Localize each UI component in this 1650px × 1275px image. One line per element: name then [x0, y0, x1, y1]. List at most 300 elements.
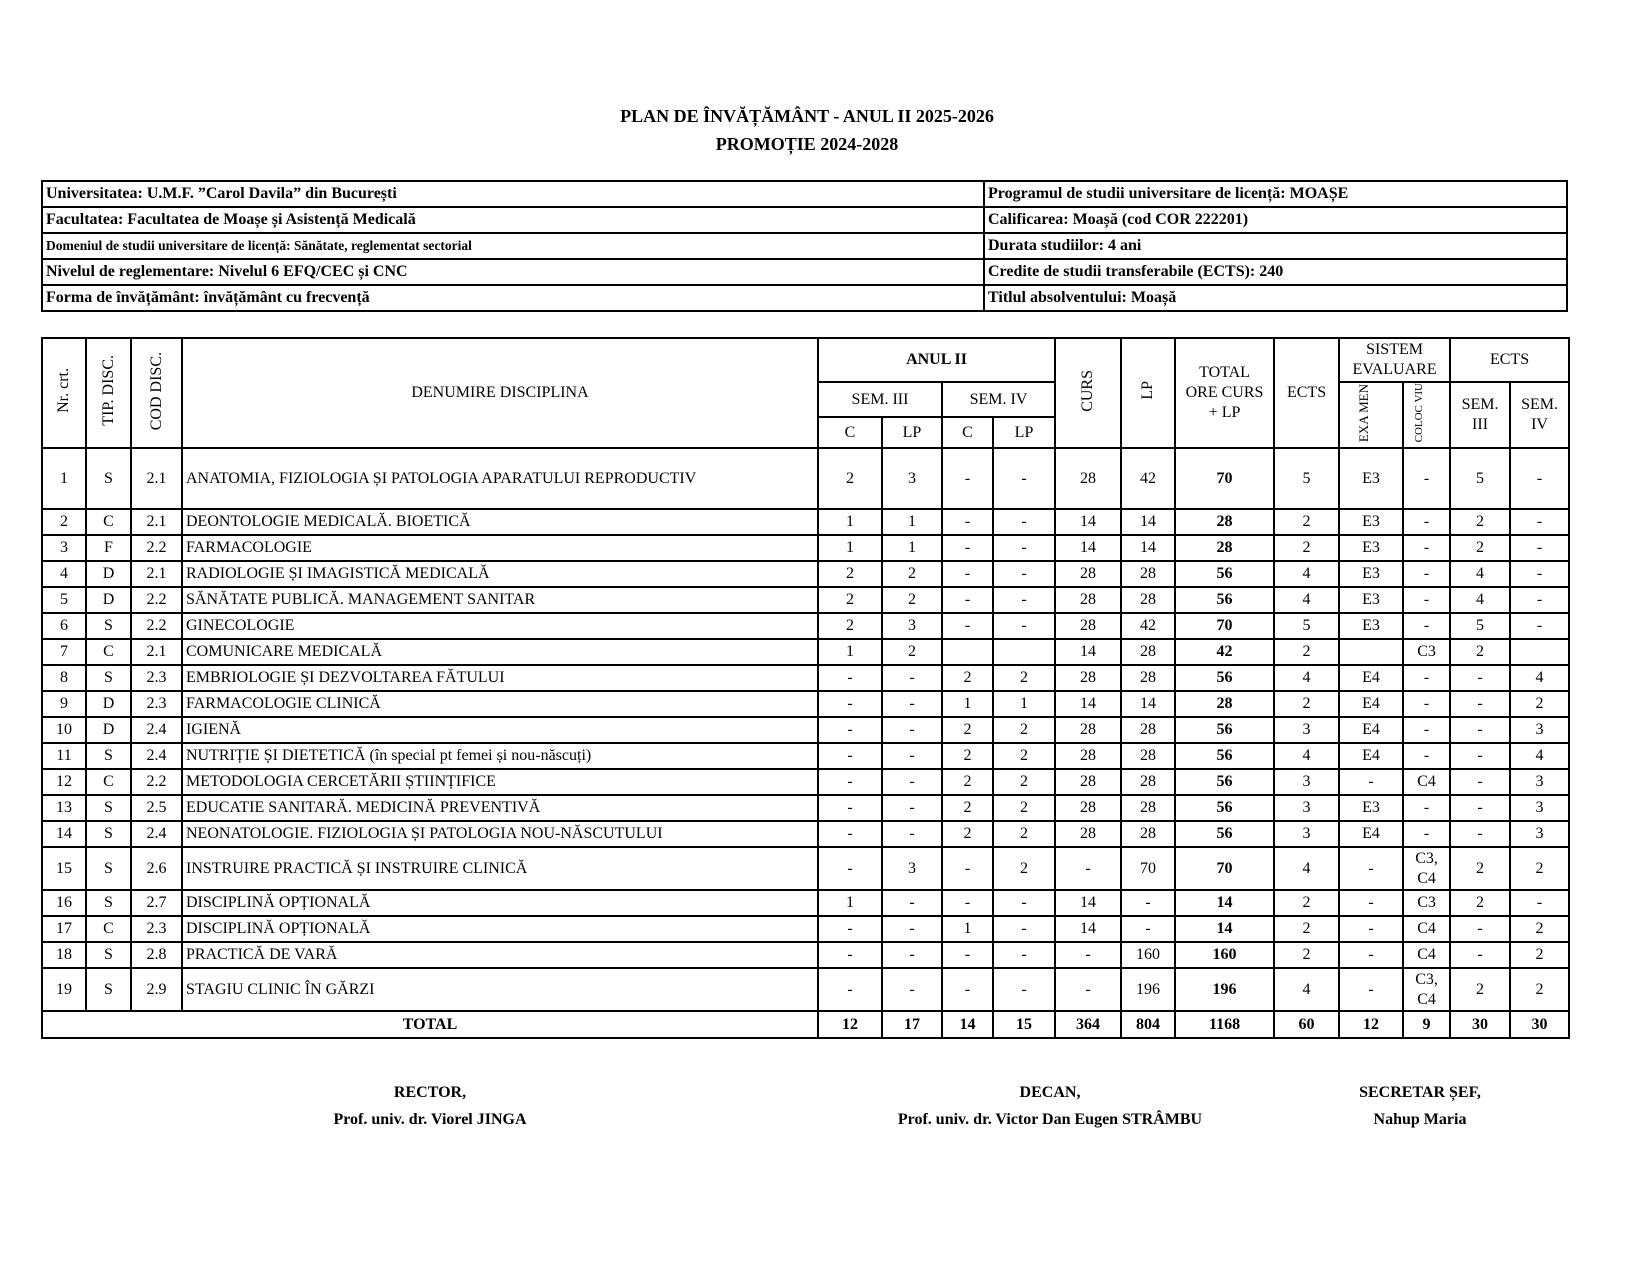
cell-cod: 2.1: [131, 639, 182, 665]
cell-ects: 2: [1274, 639, 1339, 665]
cell-colocviu: -: [1403, 561, 1450, 587]
header-lp-total: LP: [1121, 338, 1175, 448]
header-denumire: DENUMIRE DISCIPLINA: [182, 338, 818, 448]
cell-colocviu: -: [1403, 613, 1450, 639]
cell-ects: 3: [1274, 821, 1339, 847]
cell-s4lp: 2: [993, 743, 1055, 769]
secretar-title: SECRETAR ȘEF,: [1359, 1084, 1481, 1101]
cell-s3c: 1: [818, 509, 882, 535]
cell-nr: 13: [42, 795, 86, 821]
cell-cod: 2.8: [131, 942, 182, 968]
cell-lp: 28: [1121, 821, 1175, 847]
cell-total: 28: [1175, 691, 1274, 717]
cell-e4: -: [1510, 509, 1569, 535]
cell-cod: 2.1: [131, 509, 182, 535]
info-left-cell: Nivelul de reglementare: Nivelul 6 EFQ/CEC și CNC: [42, 259, 984, 285]
cell-cod: 2.1: [131, 561, 182, 587]
cell-cod: 2.4: [131, 717, 182, 743]
cell-name: GINECOLOGIE: [182, 613, 818, 639]
cell-s3c: 1: [818, 535, 882, 561]
cell-e4: 3: [1510, 795, 1569, 821]
document-subtitle: PROMOȚIE 2024-2028: [715, 134, 899, 154]
cell-colocviu: -: [1403, 717, 1450, 743]
cell-tip: C: [86, 509, 131, 535]
cell-name: FARMACOLOGIE: [182, 535, 818, 561]
cell-ects: 4: [1274, 743, 1339, 769]
cell-lp: 28: [1121, 743, 1175, 769]
cell-lp: 70: [1121, 847, 1175, 890]
cell-ects: 3: [1274, 795, 1339, 821]
cell-s3lp: -: [882, 795, 942, 821]
cell-s3c: 2: [818, 561, 882, 587]
cell-ects: 3: [1274, 717, 1339, 743]
header-sem3: SEM. III: [818, 382, 942, 417]
cell-colocviu: C3: [1403, 890, 1450, 916]
cell-s3c: 1: [818, 639, 882, 665]
cell-total: 56: [1175, 561, 1274, 587]
cell-examen: -: [1339, 847, 1403, 890]
info-right-cell: Programul de studii universitare de licență: MOAȘE: [984, 181, 1567, 207]
cell-examen: [1339, 639, 1403, 665]
cell-e3: 2: [1450, 509, 1510, 535]
cell-name: NEONATOLOGIE. FIZIOLOGIA ȘI PATOLOGIA NOU-NĂSCUTULUI: [182, 821, 818, 847]
table-row: [42, 821, 1569, 847]
cell-s4lp: 2: [993, 795, 1055, 821]
cell-e4: -: [1510, 561, 1569, 587]
cell-colocviu: -: [1403, 821, 1450, 847]
cell-tip: D: [86, 717, 131, 743]
cell-nr: 19: [42, 968, 86, 1011]
cell-s3c: -: [818, 717, 882, 743]
cell-s3c: 1: [818, 890, 882, 916]
cell-e3: 2: [1450, 968, 1510, 1011]
cell-s4lp: [993, 639, 1055, 665]
cell-s3lp: -: [882, 890, 942, 916]
cell-e4: 2: [1510, 942, 1569, 968]
cell-curs: 28: [1055, 587, 1121, 613]
info-row: [42, 233, 1567, 259]
cell-lp: 28: [1121, 769, 1175, 795]
cell-cod: 2.9: [131, 968, 182, 1011]
cell-tip: S: [86, 448, 131, 509]
cell-e3: 4: [1450, 561, 1510, 587]
cell-colocviu: C4: [1403, 769, 1450, 795]
cell-total: 56: [1175, 587, 1274, 613]
cell-e4: [1510, 639, 1569, 665]
cell-tip: D: [86, 587, 131, 613]
cell-examen: E3: [1339, 795, 1403, 821]
cell-s3c: -: [818, 795, 882, 821]
cell-ects: 4: [1274, 587, 1339, 613]
cell-tip: D: [86, 691, 131, 717]
cell-s4lp: -: [993, 587, 1055, 613]
cell-ects: 3: [1274, 769, 1339, 795]
cell-s3lp: -: [882, 769, 942, 795]
info-right-cell: Titlul absolventului: Moașă: [984, 285, 1567, 311]
info-row: [42, 181, 1567, 207]
cell-curs: 28: [1055, 613, 1121, 639]
cell-nr: 1: [42, 448, 86, 509]
cell-colocviu: C3: [1403, 639, 1450, 665]
cell-e3: -: [1450, 916, 1510, 942]
cell-cod: 2.3: [131, 665, 182, 691]
cell-nr: 5: [42, 587, 86, 613]
cell-nr: 17: [42, 916, 86, 942]
cell-total: 28: [1175, 509, 1274, 535]
cell-curs: 14: [1055, 535, 1121, 561]
table-row: [42, 448, 1569, 509]
cell-e4: -: [1510, 890, 1569, 916]
rector-title: RECTOR,: [393, 1084, 467, 1101]
table-row: [42, 916, 1569, 942]
cell-nr: 7: [42, 639, 86, 665]
cell-s3lp: 2: [882, 587, 942, 613]
cell-curs: 14: [1055, 691, 1121, 717]
cell-s4c: 1: [942, 691, 993, 717]
cell-s3lp: -: [882, 821, 942, 847]
cell-name: COMUNICARE MEDICALĂ: [182, 639, 818, 665]
cell-s3lp: -: [882, 665, 942, 691]
cell-e4: 2: [1510, 847, 1569, 890]
header-sem4: SEM. IV: [942, 382, 1055, 417]
cell-total: 28: [1175, 535, 1274, 561]
cell-examen: -: [1339, 890, 1403, 916]
cell-ects: 4: [1274, 561, 1339, 587]
cell-cod: 2.3: [131, 916, 182, 942]
cell-examen: E4: [1339, 691, 1403, 717]
cell-examen: E3: [1339, 535, 1403, 561]
cell-s3lp: -: [882, 743, 942, 769]
cell-s3c: -: [818, 916, 882, 942]
cell-curs: 28: [1055, 717, 1121, 743]
header-sem3-lp: LP: [882, 417, 942, 448]
cell-s3c: -: [818, 847, 882, 890]
cell-name: EMBRIOLOGIE ȘI DEZVOLTAREA FĂTULUI: [182, 665, 818, 691]
cell-total: 70: [1175, 448, 1274, 509]
cell-s3c: -: [818, 743, 882, 769]
cell-colocviu: [1403, 968, 1450, 1011]
cell-cod: 2.6: [131, 847, 182, 890]
cell-colocviu: -: [1403, 535, 1450, 561]
cell-name: RADIOLOGIE ȘI IMAGISTICĂ MEDICALĂ: [182, 561, 818, 587]
cell-examen: E4: [1339, 717, 1403, 743]
cell-s4c: -: [942, 448, 993, 509]
cell-colocviu: -: [1403, 665, 1450, 691]
cell-s3lp: 1: [882, 509, 942, 535]
cell-examen: -: [1339, 916, 1403, 942]
cell-s4lp: -: [993, 448, 1055, 509]
cell-total: 56: [1175, 665, 1274, 691]
cell-tip: S: [86, 890, 131, 916]
cell-ects: 4: [1274, 847, 1339, 890]
total-s3lp: 17: [882, 1011, 942, 1038]
cell-name: NUTRIȚIE ȘI DIETETICĂ (în special pt femei și nou-născuți): [182, 743, 818, 769]
cell-s4c: 2: [942, 821, 993, 847]
cell-e3: 2: [1450, 535, 1510, 561]
cell-total: 56: [1175, 769, 1274, 795]
cell-s3lp: -: [882, 942, 942, 968]
cell-tip: S: [86, 847, 131, 890]
table-row: [42, 942, 1569, 968]
cell-e4: -: [1510, 448, 1569, 509]
cell-total: 56: [1175, 821, 1274, 847]
cell-s3c: 2: [818, 587, 882, 613]
table-row: [42, 717, 1569, 743]
cell-lp: 28: [1121, 795, 1175, 821]
table-row: [42, 795, 1569, 821]
cell-ects: 2: [1274, 691, 1339, 717]
table-row: [42, 847, 1569, 890]
cell-s4lp: -: [993, 968, 1055, 1011]
cell-total: 160: [1175, 942, 1274, 968]
cell-lp: 28: [1121, 717, 1175, 743]
cell-s4c: -: [942, 613, 993, 639]
cell-s3c: -: [818, 942, 882, 968]
cell-e3: -: [1450, 769, 1510, 795]
table-row: [42, 561, 1569, 587]
cell-s4lp: 2: [993, 717, 1055, 743]
cell-nr: 14: [42, 821, 86, 847]
cell-cod: 2.3: [131, 691, 182, 717]
cell-nr: 16: [42, 890, 86, 916]
table-row: [42, 691, 1569, 717]
cell-s4lp: 1: [993, 691, 1055, 717]
table-row: [42, 613, 1569, 639]
cell-cod: 2.4: [131, 821, 182, 847]
cell-e4: 4: [1510, 665, 1569, 691]
table-row: [42, 535, 1569, 561]
cell-curs: -: [1055, 968, 1121, 1011]
cell-ects: 5: [1274, 448, 1339, 509]
cell-tip: F: [86, 535, 131, 561]
cell-e4: -: [1510, 535, 1569, 561]
cell-e3: -: [1450, 691, 1510, 717]
cell-e3: -: [1450, 795, 1510, 821]
cell-curs: 28: [1055, 448, 1121, 509]
table-row: [42, 587, 1569, 613]
cell-e3: -: [1450, 665, 1510, 691]
total-row: [42, 1011, 1569, 1038]
cell-s3lp: -: [882, 691, 942, 717]
cell-ects: 5: [1274, 613, 1339, 639]
info-left-cell: Universitatea: U.M.F. ”Carol Davila” din București: [42, 181, 984, 207]
info-row: [42, 259, 1567, 285]
cell-e3: 2: [1450, 639, 1510, 665]
cell-s4c: 2: [942, 795, 993, 821]
cell-s4c: -: [942, 587, 993, 613]
cell-s3c: -: [818, 691, 882, 717]
cell-e4: 2: [1510, 691, 1569, 717]
header-tip: TIP. DISC.: [86, 338, 131, 448]
curriculum-table: [41, 337, 1570, 1039]
program-info-table: [41, 180, 1568, 312]
cell-tip: C: [86, 769, 131, 795]
cell-examen: E3: [1339, 509, 1403, 535]
cell-tip: S: [86, 743, 131, 769]
cell-e4: -: [1510, 587, 1569, 613]
cell-ects: 4: [1274, 968, 1339, 1011]
cell-e3: 2: [1450, 847, 1510, 890]
cell-cod: 2.5: [131, 795, 182, 821]
info-row: [42, 207, 1567, 233]
cell-s4lp: 2: [993, 847, 1055, 890]
header-colocviu: COLOC VIU: [1403, 382, 1450, 448]
cell-s4c: [942, 639, 993, 665]
cell-e4: -: [1510, 613, 1569, 639]
cell-s3c: -: [818, 821, 882, 847]
cell-cod: 2.2: [131, 535, 182, 561]
cell-ects: 2: [1274, 916, 1339, 942]
total-e3: 30: [1450, 1011, 1510, 1038]
cell-curs: 28: [1055, 561, 1121, 587]
cell-colocviu: -: [1403, 509, 1450, 535]
cell-curs: -: [1055, 847, 1121, 890]
table-row: [42, 890, 1569, 916]
cell-s4lp: -: [993, 509, 1055, 535]
cell-s4lp: 2: [993, 665, 1055, 691]
header-ects-sem3: SEM. III: [1450, 382, 1510, 448]
cell-cod: 2.7: [131, 890, 182, 916]
cell-e4: 3: [1510, 769, 1569, 795]
cell-name: SĂNĂTATE PUBLICĂ. MANAGEMENT SANITAR: [182, 587, 818, 613]
total-curs: 364: [1055, 1011, 1121, 1038]
cell-name: STAGIU CLINIC ÎN GĂRZI: [182, 968, 818, 1011]
cell-lp: -: [1121, 916, 1175, 942]
cell-s3c: -: [818, 665, 882, 691]
cell-s3lp: 1: [882, 535, 942, 561]
cell-s4c: -: [942, 561, 993, 587]
cell-ects: 4: [1274, 665, 1339, 691]
cell-tip: C: [86, 639, 131, 665]
header-sem4-c: C: [942, 417, 993, 448]
total-e4: 30: [1510, 1011, 1569, 1038]
total-s3c: 12: [818, 1011, 882, 1038]
cell-tip: S: [86, 613, 131, 639]
colocviu-part: C4: [1417, 990, 1436, 1008]
cell-s4c: -: [942, 890, 993, 916]
cell-cod: 2.2: [131, 613, 182, 639]
colocviu-part: C3,: [1415, 849, 1438, 867]
cell-curs: 14: [1055, 916, 1121, 942]
cell-ects: 2: [1274, 942, 1339, 968]
cell-nr: 6: [42, 613, 86, 639]
cell-nr: 12: [42, 769, 86, 795]
cell-lp: 28: [1121, 665, 1175, 691]
cell-total: 14: [1175, 916, 1274, 942]
cell-ects: 2: [1274, 535, 1339, 561]
cell-e3: -: [1450, 717, 1510, 743]
cell-s3c: -: [818, 968, 882, 1011]
decan-title: DECAN,: [1019, 1084, 1081, 1101]
cell-total: 70: [1175, 613, 1274, 639]
cell-nr: 18: [42, 942, 86, 968]
cell-curs: 28: [1055, 795, 1121, 821]
cell-examen: -: [1339, 942, 1403, 968]
header-sistem-evaluare: SISTEM EVALUARE: [1339, 338, 1450, 382]
cell-cod: 2.2: [131, 769, 182, 795]
cell-curs: 14: [1055, 639, 1121, 665]
cell-s4lp: -: [993, 916, 1055, 942]
header-nr: Nr. crt.: [42, 338, 86, 448]
cell-s3lp: 3: [882, 847, 942, 890]
cell-e3: 2: [1450, 890, 1510, 916]
total-examen: 12: [1339, 1011, 1403, 1038]
cell-s4c: -: [942, 509, 993, 535]
decan-name: Prof. univ. dr. Victor Dan Eugen STRÂMBU: [897, 1111, 1203, 1128]
total-s4c: 14: [942, 1011, 993, 1038]
cell-nr: 11: [42, 743, 86, 769]
table-row: [42, 665, 1569, 691]
cell-total: 56: [1175, 743, 1274, 769]
document-title: PLAN DE ÎNVĂȚĂMÂNT - ANUL II 2025-2026: [620, 106, 994, 126]
cell-nr: 3: [42, 535, 86, 561]
total-s4lp: 15: [993, 1011, 1055, 1038]
cell-examen: E4: [1339, 665, 1403, 691]
secretar-name: Nahup Maria: [1373, 1111, 1467, 1128]
cell-name: FARMACOLOGIE CLINICĂ: [182, 691, 818, 717]
cell-colocviu: -: [1403, 795, 1450, 821]
cell-lp: -: [1121, 890, 1175, 916]
cell-lp: 28: [1121, 639, 1175, 665]
cell-lp: 14: [1121, 535, 1175, 561]
cell-name: INSTRUIRE PRACTICĂ ȘI INSTRUIRE CLINICĂ: [182, 847, 818, 890]
cell-lp: 42: [1121, 613, 1175, 639]
cell-colocviu: -: [1403, 587, 1450, 613]
header-total-ore: TOTAL ORE CURS + LP: [1175, 338, 1274, 448]
cell-s4lp: -: [993, 561, 1055, 587]
cell-curs: 28: [1055, 743, 1121, 769]
cell-e4: 2: [1510, 968, 1569, 1011]
total-colocviu: 9: [1403, 1011, 1450, 1038]
header-sem4-lp: LP: [993, 417, 1055, 448]
cell-total: 196: [1175, 968, 1274, 1011]
cell-examen: -: [1339, 769, 1403, 795]
cell-colocviu: C4: [1403, 942, 1450, 968]
cell-nr: 8: [42, 665, 86, 691]
rector-name: Prof. univ. dr. Viorel JINGA: [333, 1111, 527, 1128]
cell-lp: 160: [1121, 942, 1175, 968]
cell-total: 56: [1175, 717, 1274, 743]
cell-s4lp: 2: [993, 821, 1055, 847]
total-lp: 804: [1121, 1011, 1175, 1038]
cell-name: DEONTOLOGIE MEDICALĂ. BIOETICĂ: [182, 509, 818, 535]
info-right-cell: Calificarea: Moașă (cod COR 222201): [984, 207, 1567, 233]
cell-lp: 14: [1121, 691, 1175, 717]
cell-colocviu: -: [1403, 743, 1450, 769]
cell-examen: E3: [1339, 561, 1403, 587]
cell-s4c: 2: [942, 743, 993, 769]
cell-colocviu: C4: [1403, 916, 1450, 942]
header-sem3-c: C: [818, 417, 882, 448]
colocviu-part: C3,: [1415, 970, 1438, 988]
cell-colocviu: -: [1403, 691, 1450, 717]
header-curs: CURS: [1055, 338, 1121, 448]
cell-name: EDUCATIE SANITARĂ. MEDICINĂ PREVENTIVĂ: [182, 795, 818, 821]
cell-tip: S: [86, 942, 131, 968]
cell-s4c: 2: [942, 665, 993, 691]
cell-s3lp: 2: [882, 561, 942, 587]
cell-s4c: 1: [942, 916, 993, 942]
cell-s4c: -: [942, 942, 993, 968]
cell-s4c: 2: [942, 769, 993, 795]
cell-e3: -: [1450, 942, 1510, 968]
cell-curs: -: [1055, 942, 1121, 968]
total-total: 1168: [1175, 1011, 1274, 1038]
signature-rector: [280, 1084, 580, 1138]
cell-ects: 2: [1274, 890, 1339, 916]
cell-name: METODOLOGIA CERCETĂRII ȘTIINȚIFICE: [182, 769, 818, 795]
cell-ects: 2: [1274, 509, 1339, 535]
